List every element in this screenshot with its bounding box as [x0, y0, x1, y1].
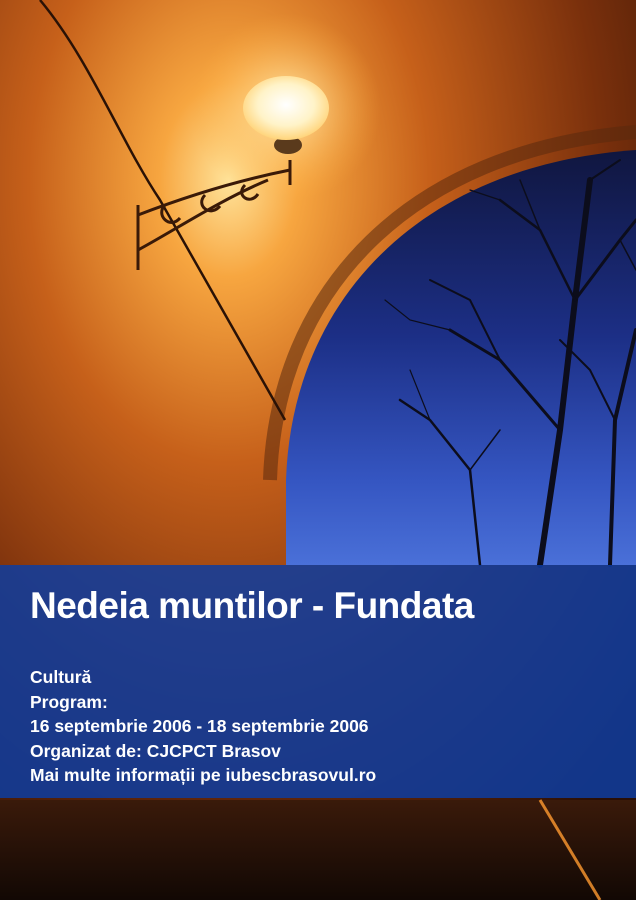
organizer-name: CJCPCT Brasov [146, 740, 281, 761]
ground [0, 800, 636, 900]
more-info-line [30, 763, 606, 788]
program-label: Program: [30, 691, 108, 712]
lamp-globe [243, 76, 329, 140]
event-category: Cultură [30, 667, 92, 687]
more-info-link[interactable]: iubescbrasovul.ro [225, 765, 377, 785]
event-title: Nedeia muntilor - Fundata [30, 585, 474, 626]
event-details [30, 665, 606, 788]
organizer-line [30, 739, 606, 764]
organizer-label: Organizat de: [30, 740, 142, 761]
more-info-label: Mai multe informații pe [30, 765, 221, 785]
program-dates: 16 septembrie 2006 - 18 septembrie 2006 [30, 716, 369, 736]
event-info-panel [0, 565, 636, 798]
